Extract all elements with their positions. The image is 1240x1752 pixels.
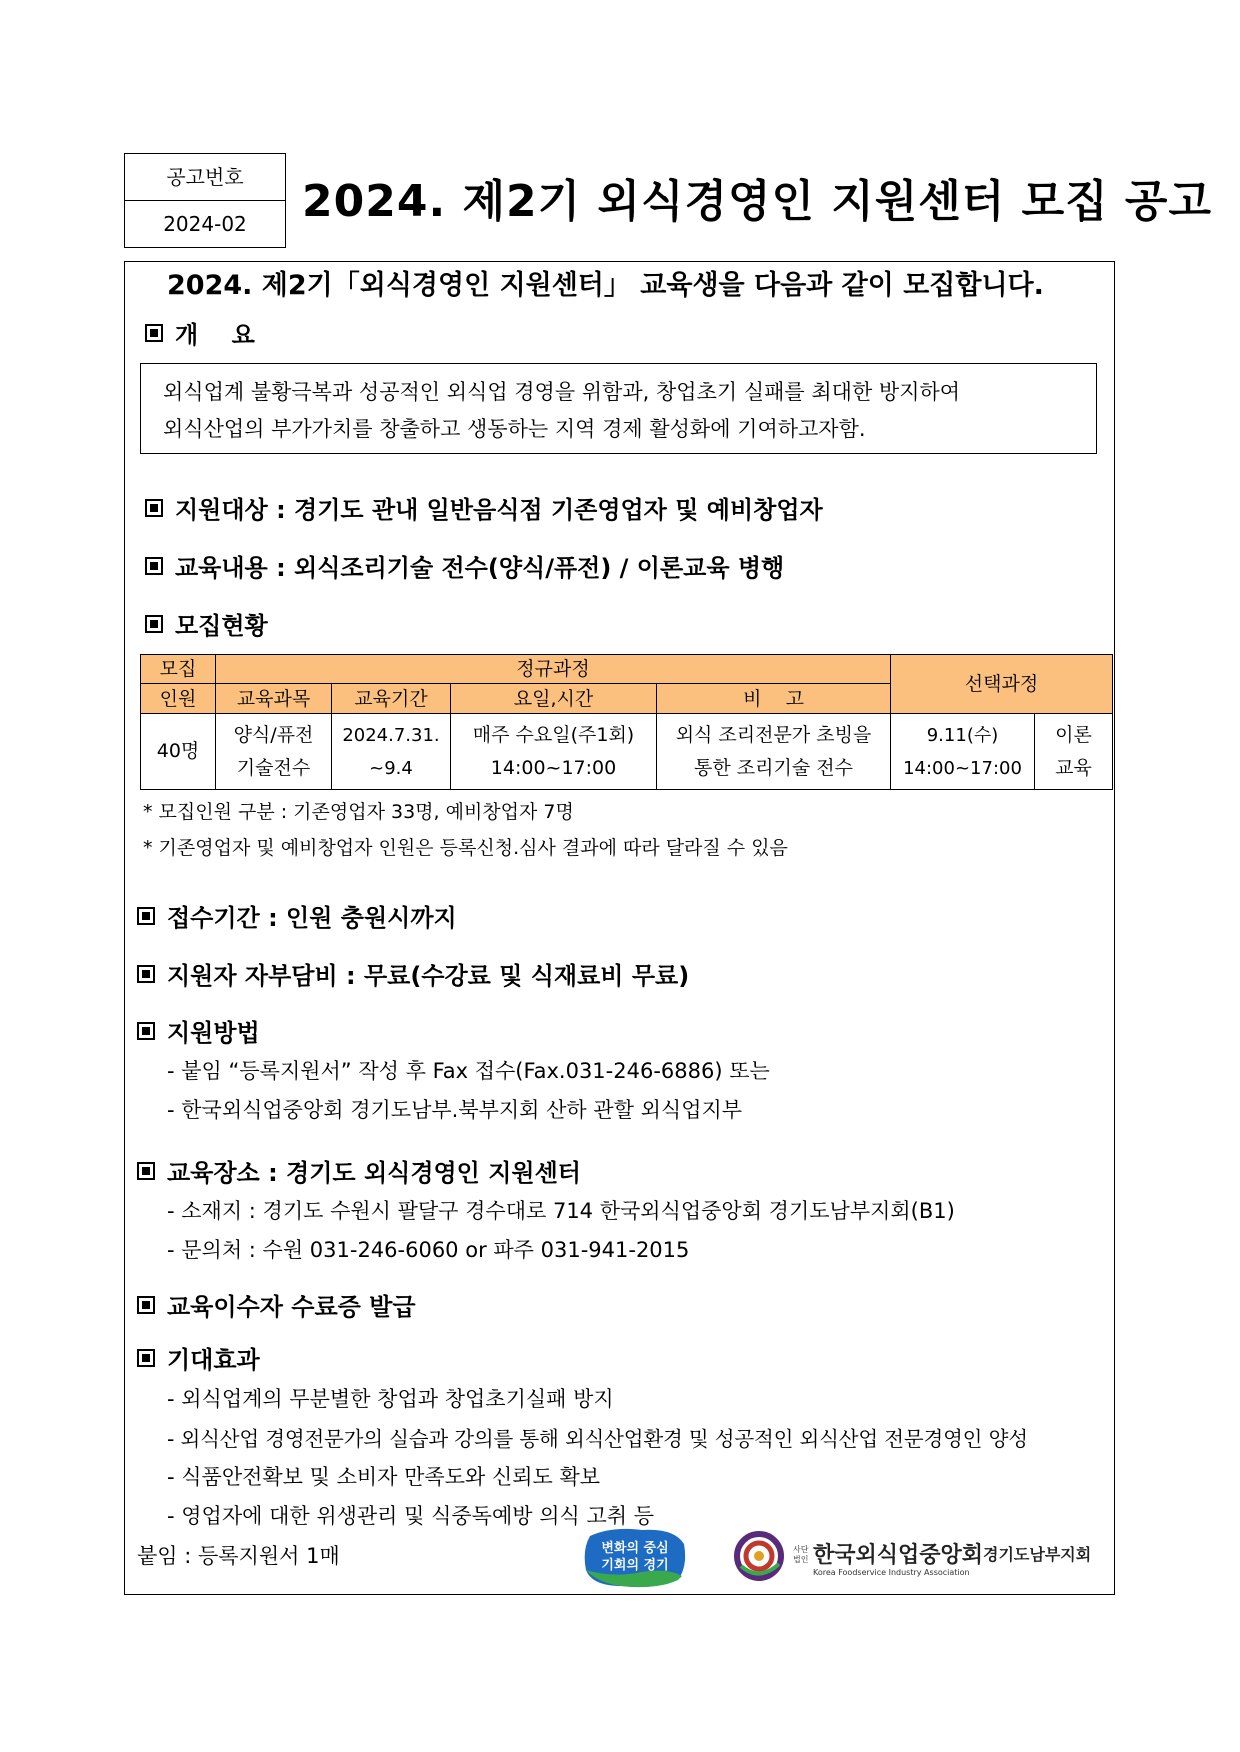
cell-optional-kind: 이론 교육 [1035,714,1113,790]
intro-sentence: 2024. 제2기「외식경영인 지원센터」 교육생을 다음과 같이 모집합니다. [167,270,1044,301]
header-time: 요일,시간 [451,684,657,714]
method-item-1: - 붙임 “등록지원서” 작성 후 Fax 접수(Fax.031-246-6886) 또는 [167,1059,770,1083]
section-venue-heading: 교육장소 : 경기도 외식경영인 지원센터 [137,1153,581,1188]
square-bullet-icon [145,324,163,342]
section-deadline: 접수기간 : 인원 충원시까지 [137,898,457,933]
gyeonggi-slogan-logo [582,1526,688,1588]
svg-text:한국외식업중앙회: 한국외식업중앙회 [813,1542,984,1568]
cell-time: 매주 수요일(주1회) 14:00~17:00 [451,714,657,790]
square-bullet-icon [137,1296,155,1314]
header-optional-course: 선택과정 [891,655,1113,714]
overview-line-2: 외식산업의 부가가치를 창출하고 생동하는 지역 경제 활성화에 기여하고자함. [163,417,866,441]
overview-line-1: 외식업계 불황극복과 성공적인 외식업 경영을 위함과, 창업초기 실패를 최대한 방지하여 [163,380,961,404]
document-title: 2024. 제2기 외식경영인 지원센터 모집 공고 [302,176,1212,227]
header-recruit-1: 모집 [141,655,216,684]
cell-course: 양식/퓨전 기술전수 [216,714,332,790]
square-bullet-icon [145,615,163,633]
svg-text:사단: 사단 [793,1545,809,1554]
table-row [141,714,1113,790]
header-period: 교육기간 [332,684,451,714]
svg-text:Korea Foodservice Industry Ass: Korea Foodservice Industry Association [813,1568,970,1577]
attachment-note: 붙임 : 등록지원서 1매 [137,1544,340,1568]
cell-period: 2024.7.31. ~9.4 [332,714,451,790]
kfia-logo [733,1530,1093,1582]
section-target: 지원대상 : 경기도 관내 일반음식점 기존영업자 및 예비창업자 [145,490,823,525]
venue-item-2: - 문의처 : 수원 031-246-6060 or 파주 031-941-2015 [167,1238,690,1262]
svg-text:경기도남부지회: 경기도남부지회 [983,1545,1092,1564]
section-recruit-heading: 모집현황 [145,606,268,641]
header-recruit-2: 인원 [141,684,216,714]
square-bullet-icon [137,1162,155,1180]
svg-text:변화의 중심: 변화의 중심 [601,1541,669,1556]
overview-box [140,363,1097,454]
venue-item-1: - 소재지 : 경기도 수원시 팔달구 경수대로 714 한국외식업중앙회 경기도남부지회(B1) [167,1199,955,1223]
notice-number-box [124,153,286,248]
effects-item-2: - 외식산업 경영전문가의 실습과 강의를 통해 외식산업환경 및 성공적인 외식산업 전문경영인 양성 [167,1427,1028,1451]
cell-optional-date: 9.11(수) 14:00~17:00 [891,714,1035,790]
cell-note: 외식 조리전문가 초빙을 통한 조리기술 전수 [657,714,891,790]
square-bullet-icon [137,907,155,925]
effects-item-4: - 영업자에 대한 위생관리 및 식중독예방 의식 고취 등 [167,1504,654,1528]
square-bullet-icon [145,499,163,517]
svg-text:기회의 경기: 기회의 경기 [601,1558,669,1573]
section-fee: 지원자 자부담비 : 무료(수강료 및 식재료비 무료) [137,956,689,991]
section-effects-heading: 기대효과 [137,1340,260,1375]
section-content: 교육내용 : 외식조리기술 전수(양식/퓨전) / 이론교육 병행 [145,548,784,583]
svg-text:법인: 법인 [793,1555,809,1564]
section-certificate: 교육이수자 수료증 발급 [137,1287,416,1322]
square-bullet-icon [145,557,163,575]
section-overview-heading: 개 요 [145,315,255,350]
effects-item-3: - 식품안전확보 및 소비자 만족도와 신뢰도 확보 [167,1465,601,1489]
method-item-2: - 한국외식업중앙회 경기도남부.북부지회 산하 관할 외식업지부 [167,1098,743,1122]
header-note: 비 고 [657,684,891,714]
header-course: 교육과목 [216,684,332,714]
notice-number: 2024-02 [163,212,247,236]
recruit-table [140,654,1113,790]
effects-item-1: - 외식업계의 무분별한 창업과 창업초기실패 방지 [167,1387,614,1411]
section-method-heading: 지원방법 [137,1013,260,1048]
recruit-note-2: * 기존영업자 및 예비창업자 인원은 등록신청.심사 결과에 따라 달라질 수 있음 [143,837,788,859]
cell-count: 40명 [141,714,216,790]
square-bullet-icon [137,1349,155,1367]
header-regular-course: 정규과정 [216,655,891,684]
square-bullet-icon [137,965,155,983]
square-bullet-icon [137,1022,155,1040]
notice-label: 공고번호 [125,154,285,201]
recruit-note-1: * 모집인원 구분 : 기존영업자 33명, 예비창업자 7명 [143,801,574,823]
